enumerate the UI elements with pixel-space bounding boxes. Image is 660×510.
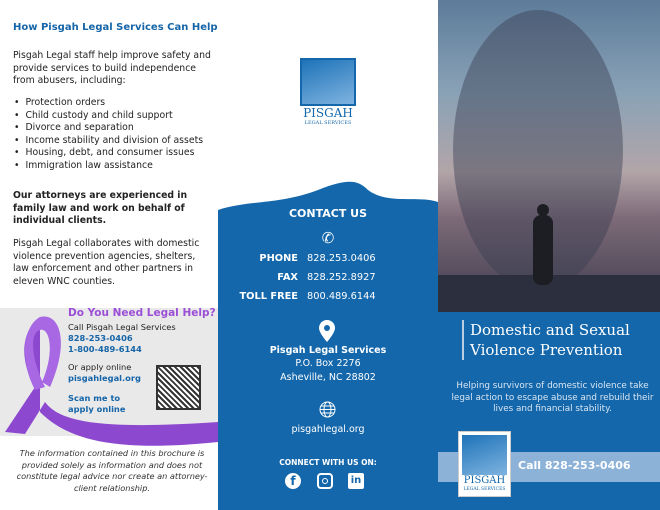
logo-name: PISGAH (303, 106, 353, 120)
call-text: Call Pisgah Legal Services (68, 322, 176, 332)
services-list (14, 97, 203, 172)
cover-title-line2: Violence Prevention (470, 341, 623, 359)
tollfree-value[interactable]: 800.489.6144 (307, 291, 376, 302)
address-line1: P.O. Box 2276 (295, 358, 361, 369)
logo-mountain-icon (462, 435, 507, 475)
cover-subtitle: Helping survivors of domestic violence take legal action to escape abuse and rebuild their lives and financial stability. (451, 381, 654, 414)
connect-label: CONNECT WITH US ON: (279, 458, 377, 467)
qr-code[interactable] (156, 365, 201, 410)
org-name: Pisgah Legal Services (269, 345, 387, 356)
list-item: • Protection orders (14, 97, 203, 110)
list-item: • Immigration law assistance (14, 160, 203, 173)
help-title: Do You Need Legal Help? (68, 307, 216, 319)
cover-title-line1: Domestic and Sexual (470, 321, 630, 339)
phone-icon: ✆ (321, 229, 335, 247)
middle-panel (218, 0, 438, 510)
location-pin-icon (318, 320, 336, 342)
cover-photo (438, 0, 660, 312)
cover-panel (438, 0, 660, 510)
logo-name: PISGAH (463, 475, 506, 486)
help-heading: How Pisgah Legal Services Can Help (13, 22, 218, 33)
phone-value[interactable]: 828.253.0406 (307, 253, 376, 264)
left-panel (0, 0, 218, 510)
silhouette-image (438, 0, 660, 312)
pisgah-logo-cover (458, 431, 511, 497)
facebook-icon[interactable]: f (285, 473, 301, 489)
tollfree-link[interactable]: 1-800-489-6144 (68, 344, 142, 354)
globe-icon (319, 401, 336, 418)
cover-title (462, 320, 630, 360)
logo-mountain-icon (300, 58, 356, 106)
pisgah-logo (299, 55, 357, 131)
list-item: • Child custody and child support (14, 110, 203, 123)
instagram-icon[interactable] (317, 473, 333, 489)
address-line2: Asheville, NC 28802 (280, 372, 376, 383)
linkedin-icon[interactable]: in (348, 473, 364, 489)
list-item: • Income stability and division of assets (14, 135, 203, 148)
website-link[interactable]: pisgahlegal.org (68, 373, 141, 383)
collab-text: Pisgah Legal collaborates with domestic violence prevention agencies, shelters, law enforcement and other partners in eleven WNC counties. (13, 238, 200, 287)
logo-sub: LEGAL SERVICES (304, 120, 352, 126)
apply-text: Or apply online (68, 362, 132, 372)
attorneys-text: Our attorneys are experienced in family law and work on behalf of individual clients. (13, 190, 188, 226)
intro-text: Pisgah Legal staff help improve safety and provide services to build independence from abusers, including: (13, 50, 211, 86)
logo-sub: LEGAL SERVICES (463, 487, 506, 492)
contact-title: CONTACT US (288, 207, 368, 220)
phone-link[interactable]: 828-253-0406 (68, 333, 133, 343)
tollfree-label: TOLL FREE (239, 291, 298, 302)
fax-value: 828.252.8927 (307, 272, 376, 283)
phone-label: PHONE (259, 253, 298, 264)
list-item: • Housing, debt, and consumer issues (14, 147, 203, 160)
fax-label: FAX (277, 272, 298, 283)
website-link[interactable]: pisgahlegal.org (291, 424, 365, 435)
disclaimer: The information contained in this brochure is provided solely as information and does not constitute legal advice nor create an attorney-client relationship. (16, 448, 208, 493)
list-item: • Divorce and separation (14, 122, 203, 135)
scan-text: Scan me to apply online (68, 393, 126, 414)
call-button[interactable]: Call 828-253-0406 (518, 459, 631, 472)
